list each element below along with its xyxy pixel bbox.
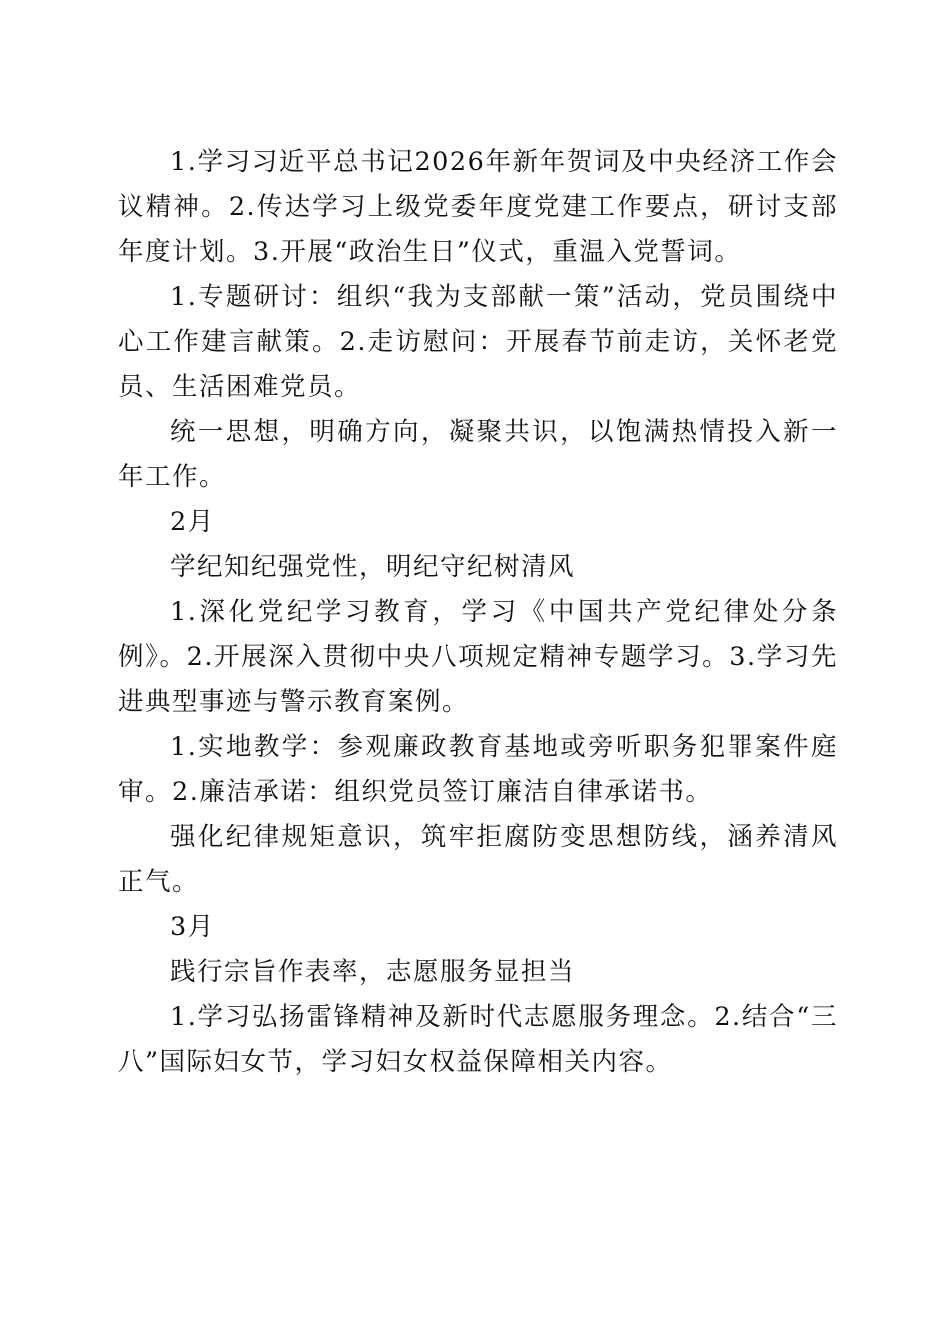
paragraph-feb-activities: 1.实地教学：参观廉政教育基地或旁听职务犯罪案件庭审。2.廉洁承诺：组织党员签订廉洁自律承诺书。: [118, 732, 838, 807]
month-heading-mar: 3月: [170, 912, 215, 942]
document-body: [118, 140, 838, 1085]
paragraph-jan-goal: 统一思想，明确方向，凝聚共识，以饱满热情投入新一年工作。: [118, 417, 838, 492]
paragraph-mar-study: 1.学习弘扬雷锋精神及新时代志愿服务理念。2.结合“三八”国际妇女节，学习妇女权益保障相关内容。: [118, 1002, 838, 1077]
month-heading-feb: 2月: [170, 507, 215, 537]
theme-feb: 学纪知纪强党性，明纪守纪树清风: [170, 552, 576, 582]
paragraph-jan-activities: 1.专题研讨：组织“我为支部献一策”活动，党员围绕中心工作建言献策。2.走访慰问：开展春节前走访，关怀老党员、生活困难党员。: [118, 282, 838, 402]
paragraph-feb-goal: 强化纪律规矩意识，筑牢拒腐防变思想防线，涵养清风正气。: [118, 822, 838, 897]
paragraph-feb-study: 1.深化党纪学习教育，学习《中国共产党纪律处分条例》。2.开展深入贯彻中央八项规定精神专题学习。3.学习先进典型事迹与警示教育案例。: [118, 597, 838, 717]
theme-mar: 践行宗旨作表率，志愿服务显担当: [170, 957, 576, 987]
paragraph-jan-study: 1.学习习近平总书记2026年新年贺词及中央经济工作会议精神。2.传达学习上级党委年度党建工作要点，研讨支部年度计划。3.开展“政治生日”仪式，重温入党誓词。: [118, 147, 838, 267]
